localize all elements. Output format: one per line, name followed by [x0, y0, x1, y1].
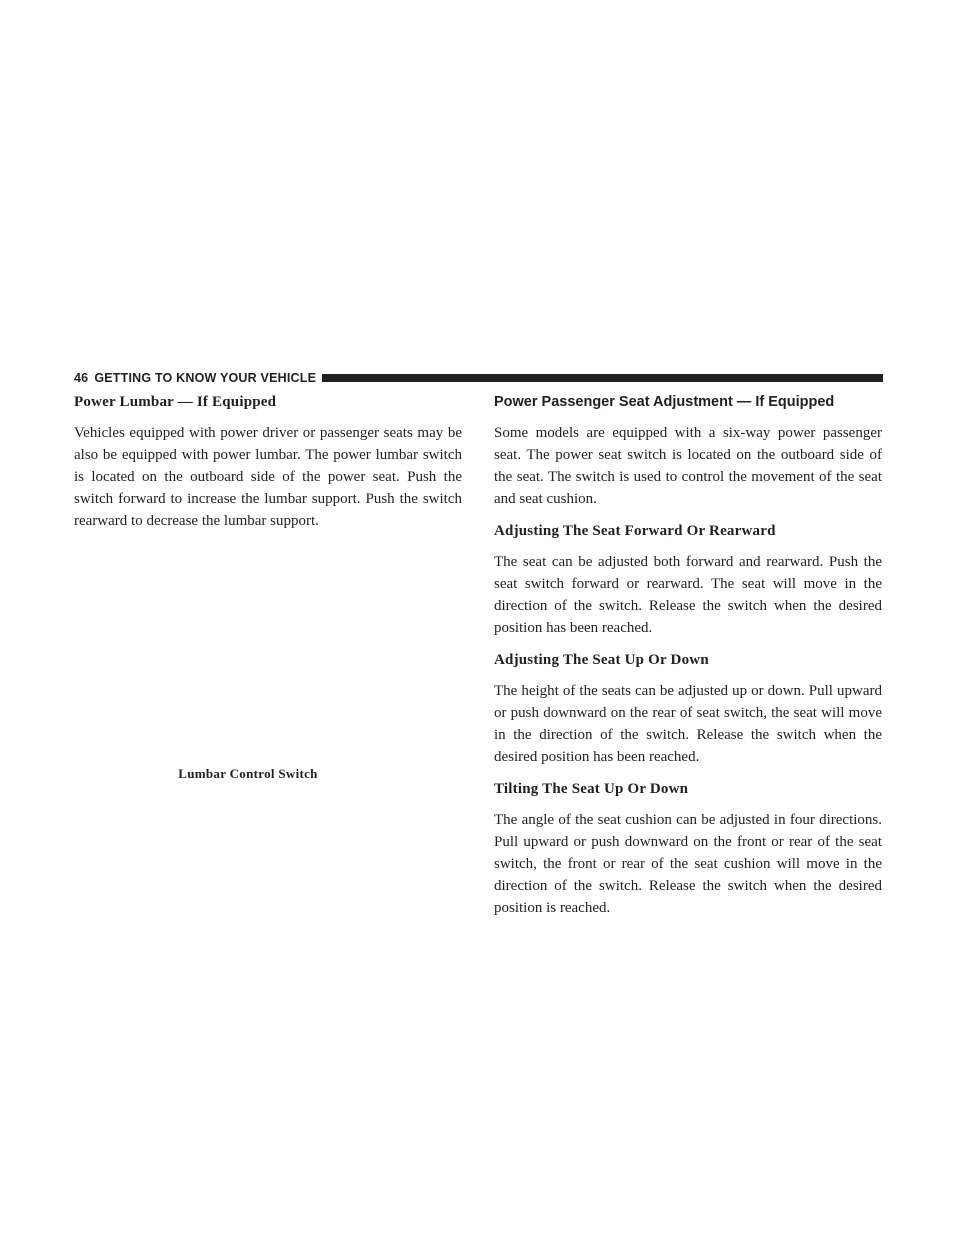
page-header	[74, 370, 883, 386]
lumbar-switch-figure	[74, 540, 462, 760]
right-column	[494, 392, 882, 919]
figure-caption: Lumbar Control Switch	[178, 766, 318, 781]
tilting-heading: Tilting The Seat Up Or Down	[494, 781, 689, 797]
left-column	[74, 392, 462, 532]
forward-rearward-heading: Adjusting The Seat Forward Or Rearward	[494, 523, 776, 539]
up-down-paragraph: The height of the seats can be adjusted up or down. Pull upward or push downward on the rear of seat switch, the seat will move in the direction of the switch. Release the switch when the desired position has been reached.	[494, 683, 882, 765]
section-title: GETTING TO KNOW YOUR VEHICLE	[94, 371, 317, 385]
power-lumbar-heading: Power Lumbar — If Equipped	[74, 394, 277, 410]
power-passenger-seat-heading: Power Passenger Seat Adjustment — If Equipped	[494, 394, 835, 410]
header-rule	[322, 374, 883, 382]
tilting-paragraph: The angle of the seat cushion can be adjusted in four directions. Pull upward or push downward on the front or rear of the seat switch, the front or rear of the seat cushion will move in the direction of the switch. Release the switch when the desired position is reached.	[494, 812, 882, 916]
power-passenger-seat-intro: Some models are equipped with a six-way power passenger seat. The power seat switch is located on the outboard side of the seat. The switch is used to control the movement of the seat and seat cushion.	[494, 425, 882, 507]
power-lumbar-paragraph: Vehicles equipped with power driver or passenger seats may be also be equipped with power lumbar. The power lumbar switch is located on the outboard side of the power seat. Push the switch forward to increase the lumbar support. Push the switch rearward to decrease the lumbar support.	[74, 425, 462, 529]
up-down-heading: Adjusting The Seat Up Or Down	[494, 652, 709, 668]
page-number: 46	[74, 371, 89, 385]
forward-rearward-paragraph: The seat can be adjusted both forward and rearward. Push the seat switch forward or rearward. The seat will move in the direction of the switch. Release the switch when the desired position has been reached.	[494, 554, 882, 636]
